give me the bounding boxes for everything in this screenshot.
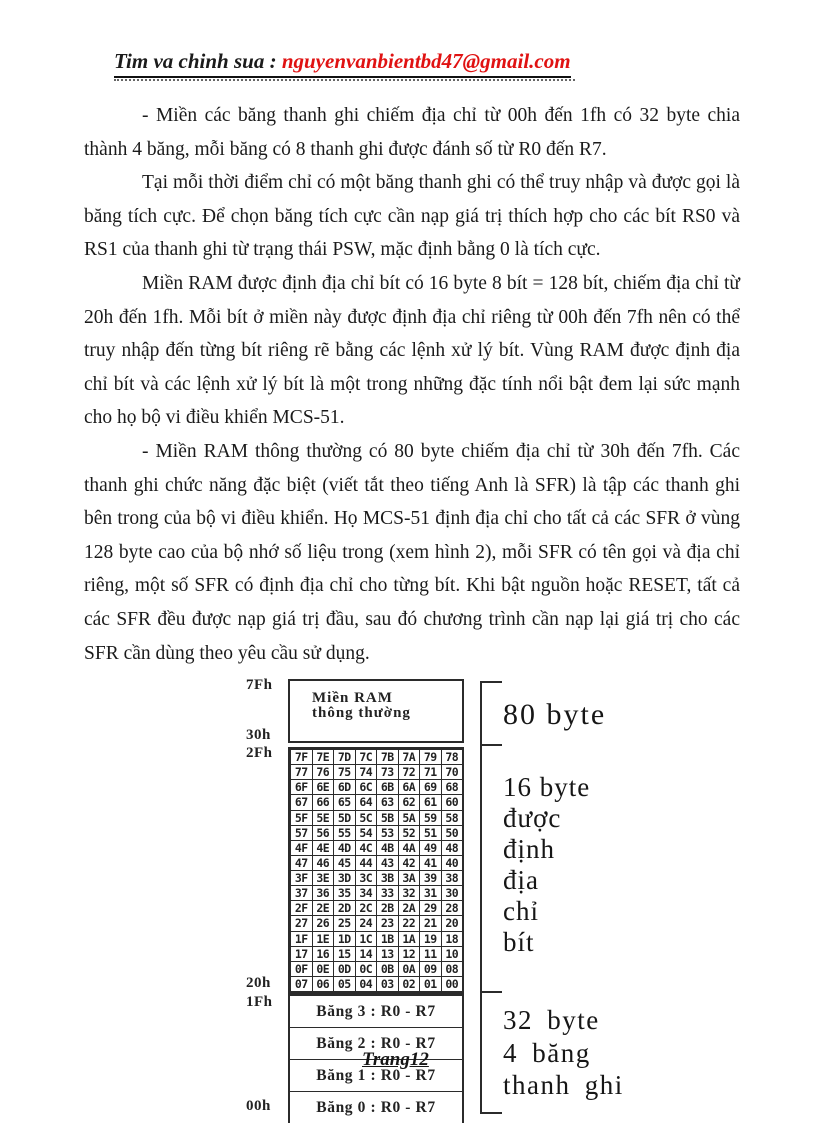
bit-cell: 32 xyxy=(398,886,420,900)
bit-table-row xyxy=(290,976,462,991)
bit-cell: 6F xyxy=(290,780,312,794)
bit-cell: 16 xyxy=(312,947,334,961)
bracket-tick-bottom xyxy=(480,1112,502,1114)
bit-cell: 4D xyxy=(333,841,355,855)
bit-cell: 7C xyxy=(355,750,377,764)
bit-cell: 40 xyxy=(441,856,463,870)
bit-cell: 5E xyxy=(312,811,334,825)
bit-cell: 3B xyxy=(376,871,398,885)
bit-cell: 6B xyxy=(376,780,398,794)
bit-cell: 59 xyxy=(419,811,441,825)
bit-cell: 13 xyxy=(376,947,398,961)
bit-table-row xyxy=(290,840,462,855)
bit-cell: 45 xyxy=(333,856,355,870)
bit-cell: 3E xyxy=(312,871,334,885)
bit-cell: 4A xyxy=(398,841,420,855)
bit-cell: 53 xyxy=(376,826,398,840)
side-label-line: được xyxy=(503,803,562,833)
side-label-line: 32 byte xyxy=(503,1005,600,1035)
email-link[interactable]: nguyenvanbientbd47@gmail.com xyxy=(281,49,571,73)
bit-cell: 50 xyxy=(441,826,463,840)
bit-cell: 60 xyxy=(441,795,463,809)
bit-cell: 76 xyxy=(312,765,334,779)
bit-table-row xyxy=(290,946,462,961)
bit-cell: 25 xyxy=(333,916,355,930)
bit-cell: 54 xyxy=(355,826,377,840)
bit-table-row xyxy=(290,779,462,794)
bit-cell: 4C xyxy=(355,841,377,855)
label-16-byte-bit-addressable xyxy=(503,772,590,958)
bit-cell: 08 xyxy=(441,962,463,976)
bit-cell: 6A xyxy=(398,780,420,794)
bit-cell: 0D xyxy=(333,962,355,976)
bit-cell: 46 xyxy=(312,856,334,870)
bit-cell: 4B xyxy=(376,841,398,855)
bracket-tick-80-16 xyxy=(480,744,502,746)
bit-cell: 43 xyxy=(376,856,398,870)
bit-cell: 39 xyxy=(419,871,441,885)
bit-cell: 44 xyxy=(355,856,377,870)
bit-cell: 28 xyxy=(441,901,463,915)
bit-cell: 57 xyxy=(290,826,312,840)
bit-cell: 1E xyxy=(312,932,334,946)
bit-cell: 52 xyxy=(398,826,420,840)
bank-row: Băng 3 : R0 - R7 xyxy=(290,995,462,1027)
header-credit xyxy=(114,49,571,78)
body-text xyxy=(84,99,740,670)
side-label-line: chỉ xyxy=(503,896,539,926)
bit-cell: 51 xyxy=(419,826,441,840)
paragraph: - Miền RAM thông thường có 80 byte chiếm địa chỉ từ 30h đến 7fh. Các thanh ghi chức năng đặc biệt (viết tắt theo tiếng Anh là SFR) là tập các thanh ghi bên trong của bộ vi điều khiển. Họ MCS-51 định địa chỉ cho tất cả các SFR ở vùng 128 byte cao của bộ nhớ số liệu trong (xem hình 2), mỗi SFR có tên gọi và địa chỉ riêng, một số SFR có định địa chỉ cho từng bít. Khi bật nguồn hoặc RESET, tất cả các SFR đều được nạp giá trị đầu, sau đó chương trình cần nạp lại giá trị cho các SFR cần dùng theo yêu cầu sử dụng. xyxy=(84,440,740,664)
normal-ram-label-line1: Miền RAM xyxy=(312,690,393,706)
bit-cell: 1D xyxy=(333,932,355,946)
bit-cell: 01 xyxy=(419,977,441,991)
addr-label-20h: 20h xyxy=(246,975,271,991)
bit-cell: 24 xyxy=(355,916,377,930)
register-banks xyxy=(288,993,464,1123)
bit-cell: 3F xyxy=(290,871,312,885)
bit-table-row xyxy=(290,931,462,946)
bit-cell: 35 xyxy=(333,886,355,900)
side-label-line: 16 byte xyxy=(503,772,591,802)
bit-cell: 73 xyxy=(376,765,398,779)
bit-cell: 30 xyxy=(441,886,463,900)
label-80-byte xyxy=(503,698,606,732)
addr-label-2fh: 2Fh xyxy=(246,745,273,761)
addr-label-1fh: 1Fh xyxy=(246,994,273,1010)
side-label-line: thanh ghi xyxy=(503,1070,624,1100)
bit-cell: 7E xyxy=(312,750,334,764)
bit-cell: 48 xyxy=(441,841,463,855)
bit-cell: 02 xyxy=(398,977,420,991)
bit-cell: 2C xyxy=(355,901,377,915)
bit-cell: 61 xyxy=(419,795,441,809)
bit-cell: 10 xyxy=(441,947,463,961)
bank-row: Băng 2 : R0 - R7 xyxy=(290,1027,462,1059)
bit-cell: 6D xyxy=(333,780,355,794)
bit-cell: 2B xyxy=(376,901,398,915)
bit-table-row xyxy=(290,961,462,976)
credit-label: Tim va chinh sua : xyxy=(114,49,282,73)
bit-cell: 78 xyxy=(441,750,463,764)
bit-cell: 0E xyxy=(312,962,334,976)
bit-cell: 3D xyxy=(333,871,355,885)
bit-cell: 14 xyxy=(355,947,377,961)
bit-cell: 22 xyxy=(398,916,420,930)
bit-cell: 0B xyxy=(376,962,398,976)
paragraph: Tại mỗi thời điểm chỉ có một băng thanh ghi có thể truy nhập và được gọi là băng tích cực. Để chọn băng tích cực cần nạp giá trị thích hợp cho các bít RS0 và RS1 của thanh ghi từ trạng thái PSW, mặc định bằng 0 là tích cực. xyxy=(84,172,740,261)
bit-cell: 7D xyxy=(333,750,355,764)
bit-table-row xyxy=(290,855,462,870)
bit-cell: 3C xyxy=(355,871,377,885)
bit-cell: 4F xyxy=(290,841,312,855)
bit-cell: 09 xyxy=(419,962,441,976)
side-label-line: định xyxy=(503,834,556,864)
paragraph: - Miền các băng thanh ghi chiếm địa chỉ từ 00h đến 1fh có 32 byte chia thành 4 băng, mỗi băng có 8 thanh ghi được đánh số từ R0 đến R7. xyxy=(84,105,740,160)
bank-row: Băng 1 : R0 - R7 xyxy=(290,1059,462,1091)
bit-cell: 2F xyxy=(290,901,312,915)
bit-cell: 5D xyxy=(333,811,355,825)
bit-cell: 11 xyxy=(419,947,441,961)
bit-address-table xyxy=(288,747,464,993)
addr-label-00h: 00h xyxy=(246,1098,271,1114)
bit-cell: 63 xyxy=(376,795,398,809)
bit-cell: 06 xyxy=(312,977,334,991)
bit-cell: 27 xyxy=(290,916,312,930)
bit-cell: 64 xyxy=(355,795,377,809)
bit-cell: 7B xyxy=(376,750,398,764)
bit-cell: 31 xyxy=(419,886,441,900)
bit-table-row xyxy=(290,794,462,809)
bit-cell: 67 xyxy=(290,795,312,809)
bit-table-row xyxy=(290,825,462,840)
bit-cell: 72 xyxy=(398,765,420,779)
normal-ram-label-line2: thông thường xyxy=(312,705,411,721)
bit-cell: 4E xyxy=(312,841,334,855)
bit-cell: 03 xyxy=(376,977,398,991)
bit-cell: 6E xyxy=(312,780,334,794)
bit-cell: 12 xyxy=(398,947,420,961)
bracket-line xyxy=(480,681,482,1114)
bracket-tick-top xyxy=(480,681,502,683)
bit-cell: 18 xyxy=(441,932,463,946)
bit-table-row xyxy=(290,810,462,825)
bit-cell: 19 xyxy=(419,932,441,946)
bit-table-row xyxy=(290,870,462,885)
bit-cell: 26 xyxy=(312,916,334,930)
bit-cell: 2E xyxy=(312,901,334,915)
bit-cell: 7F xyxy=(290,750,312,764)
bit-cell: 77 xyxy=(290,765,312,779)
bit-cell: 65 xyxy=(333,795,355,809)
bit-cell: 15 xyxy=(333,947,355,961)
bit-table-row xyxy=(290,885,462,900)
side-label-line: địa xyxy=(503,865,539,895)
bit-cell: 5A xyxy=(398,811,420,825)
bit-cell: 1B xyxy=(376,932,398,946)
bit-cell: 0C xyxy=(355,962,377,976)
bit-table-row xyxy=(290,900,462,915)
bracket-tick-16-32 xyxy=(480,991,502,993)
bit-cell: 04 xyxy=(355,977,377,991)
bit-table-row xyxy=(290,749,462,764)
bit-cell: 55 xyxy=(333,826,355,840)
bit-cell: 36 xyxy=(312,886,334,900)
bit-cell: 71 xyxy=(419,765,441,779)
bit-cell: 62 xyxy=(398,795,420,809)
bit-cell: 1A xyxy=(398,932,420,946)
bit-cell: 58 xyxy=(441,811,463,825)
bit-cell: 5C xyxy=(355,811,377,825)
bit-cell: 00 xyxy=(441,977,463,991)
bit-cell: 6C xyxy=(355,780,377,794)
bit-cell: 42 xyxy=(398,856,420,870)
bit-cell: 69 xyxy=(419,780,441,794)
bit-cell: 74 xyxy=(355,765,377,779)
bit-cell: 07 xyxy=(290,977,312,991)
addr-label-30h: 30h xyxy=(246,727,271,743)
page-number: Trang12 xyxy=(362,1049,429,1070)
normal-ram-box xyxy=(288,679,464,743)
bit-cell: 21 xyxy=(419,916,441,930)
bit-table-row xyxy=(290,915,462,930)
bit-cell: 68 xyxy=(441,780,463,794)
side-label-line: 4 băng xyxy=(503,1037,591,1068)
bit-cell: 49 xyxy=(419,841,441,855)
bit-cell: 7A xyxy=(398,750,420,764)
bit-cell: 66 xyxy=(312,795,334,809)
bit-cell: 38 xyxy=(441,871,463,885)
label-32-byte-register-banks xyxy=(503,1004,624,1102)
side-label-line: 80 byte xyxy=(503,698,607,731)
addr-label-7fh: 7Fh xyxy=(246,677,273,693)
bit-cell: 2A xyxy=(398,901,420,915)
bit-cell: 17 xyxy=(290,947,312,961)
bit-cell: 1C xyxy=(355,932,377,946)
bit-cell: 05 xyxy=(333,977,355,991)
bit-cell: 23 xyxy=(376,916,398,930)
bit-cell: 56 xyxy=(312,826,334,840)
bit-cell: 37 xyxy=(290,886,312,900)
bit-cell: 41 xyxy=(419,856,441,870)
bit-cell: 47 xyxy=(290,856,312,870)
bit-table-row xyxy=(290,764,462,779)
bit-cell: 75 xyxy=(333,765,355,779)
bit-cell: 0A xyxy=(398,962,420,976)
bit-cell: 29 xyxy=(419,901,441,915)
bit-cell: 79 xyxy=(419,750,441,764)
bit-cell: 1F xyxy=(290,932,312,946)
side-label-line: bít xyxy=(503,927,535,957)
bit-cell: 5F xyxy=(290,811,312,825)
paragraph: Miền RAM được định địa chỉ bít có 16 byte 8 bít = 128 bít, chiếm địa chỉ từ 20h đến 1fh. Mỗi bít ở miền này được định địa chỉ riêng từ 00h đến 7fh nên có thể truy nhập đến từng bít riêng rẽ bằng các lệnh xử lý bít. Vùng RAM được định địa chỉ bít và các lệnh xử lý bít là một trong những đặc tính nổi bật đem lại sức mạnh cho họ bộ vi điều khiển MCS-51. xyxy=(84,272,740,429)
bit-cell: 3A xyxy=(398,871,420,885)
bit-cell: 2D xyxy=(333,901,355,915)
bit-cell: 34 xyxy=(355,886,377,900)
bit-cell: 20 xyxy=(441,916,463,930)
bit-cell: 33 xyxy=(376,886,398,900)
bit-cell: 5B xyxy=(376,811,398,825)
bit-cell: 0F xyxy=(290,962,312,976)
bit-cell: 70 xyxy=(441,765,463,779)
normal-ram-label xyxy=(290,681,462,721)
bank-row: Băng 0 : R0 - R7 xyxy=(290,1091,462,1123)
